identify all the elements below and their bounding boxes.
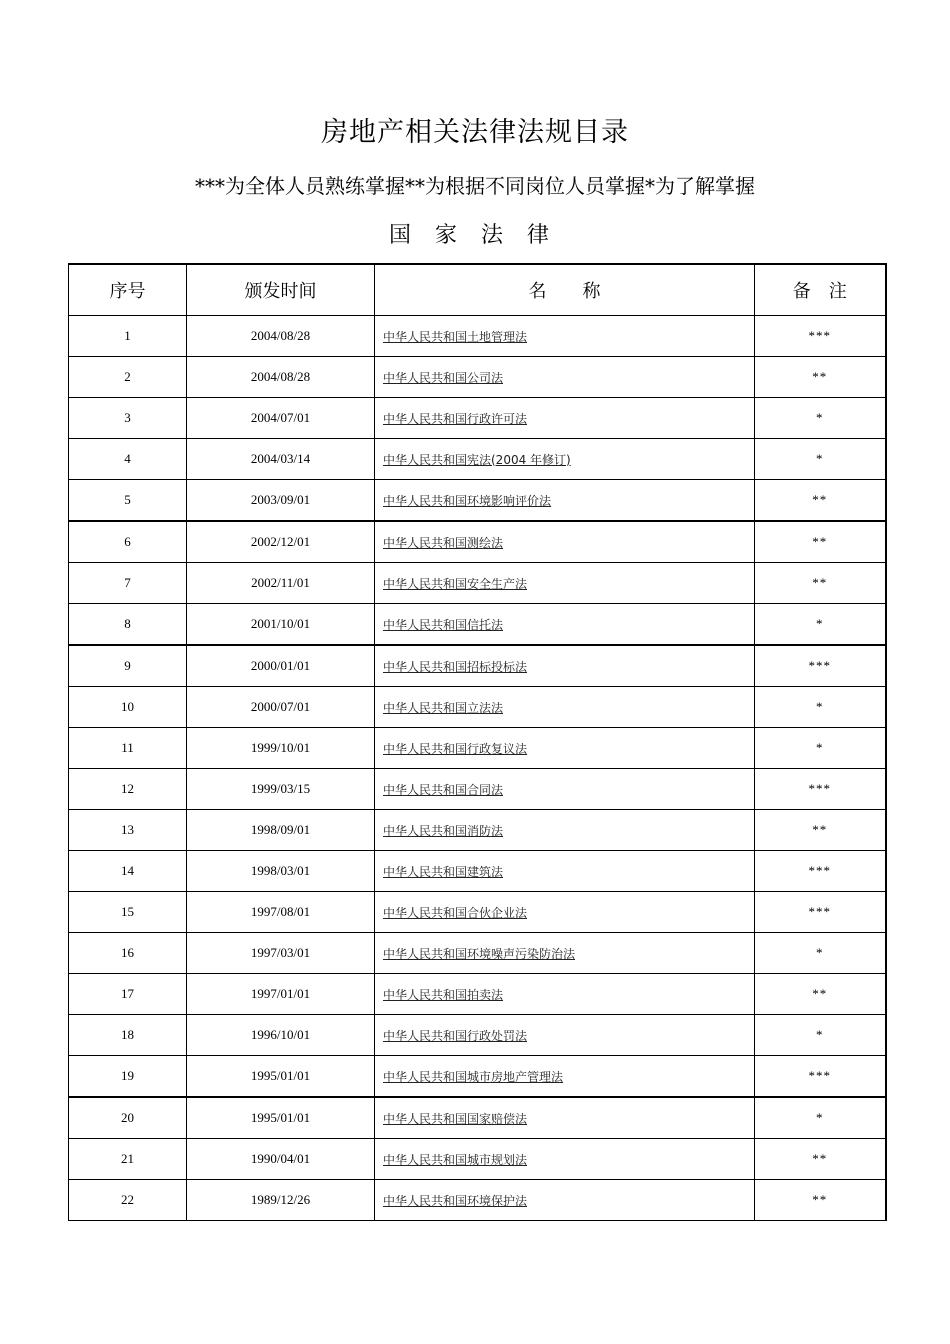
row-number: 18 [69,1015,187,1056]
row-number: 10 [69,687,187,728]
table-body [69,316,886,1221]
section-heading: 国家法律 [388,223,573,248]
row-date: 1999/03/15 [187,769,375,810]
row-date: 1998/09/01 [187,810,375,851]
row-name-cell [375,728,755,769]
row-note: * [755,1097,886,1139]
row-date: 1996/10/01 [187,1015,375,1056]
table-row [69,892,886,933]
law-link[interactable]: 中华人民共和国环境噪声污染防治法 [383,946,576,961]
table-row [69,480,886,522]
row-number: 9 [69,645,187,687]
law-link[interactable]: 中华人民共和国消防法 [383,823,504,838]
table-row [69,1097,886,1139]
row-note: *** [755,1056,886,1098]
row-date: 2003/09/01 [187,480,375,522]
header-note: 备 注 [755,264,886,316]
header-name: 名 称 [375,264,755,316]
laws-table [68,263,887,1221]
law-link[interactable]: 中华人民共和国环境保护法 [383,1193,528,1208]
row-note: *** [755,769,886,810]
row-date: 1997/03/01 [187,933,375,974]
row-note: *** [755,316,886,357]
law-link[interactable]: 中华人民共和国信托法 [383,617,504,632]
row-name-cell [375,439,755,480]
row-date: 2004/08/28 [187,316,375,357]
row-note: ** [755,1180,886,1221]
header-date: 颁发时间 [187,264,375,316]
law-link[interactable]: 中华人民共和国城市房地产管理法 [383,1069,564,1084]
row-date: 1990/04/01 [187,1139,375,1180]
table-row [69,810,886,851]
law-link[interactable]: 中华人民共和国环境影响评价法 [383,493,552,508]
row-date: 2000/07/01 [187,687,375,728]
table-row [69,398,886,439]
table-row [69,974,886,1015]
row-name-cell [375,645,755,687]
law-link[interactable]: 中华人民共和国合伙企业法 [383,905,528,920]
row-name-cell [375,521,755,563]
row-number: 21 [69,1139,187,1180]
table-header-row [69,264,886,316]
table-row [69,316,886,357]
row-number: 14 [69,851,187,892]
law-link[interactable]: 中华人民共和国建筑法 [383,864,504,879]
table-row [69,687,886,728]
header-number: 序号 [69,264,187,316]
table-row [69,1015,886,1056]
row-name-cell [375,1097,755,1139]
row-date: 1995/01/01 [187,1097,375,1139]
law-link[interactable]: 中华人民共和国招标投标法 [383,659,528,674]
row-note: * [755,728,886,769]
row-date: 1998/03/01 [187,851,375,892]
row-number: 17 [69,974,187,1015]
law-link[interactable]: 中华人民共和国拍卖法 [383,987,504,1002]
row-note: * [755,687,886,728]
row-note: *** [755,892,886,933]
row-number: 13 [69,810,187,851]
table-row [69,521,886,563]
row-date: 2002/11/01 [187,563,375,604]
row-note: ** [755,480,886,522]
law-link[interactable]: 中华人民共和国城市规划法 [383,1152,528,1167]
row-note: ** [755,974,886,1015]
row-note: * [755,398,886,439]
row-name-cell [375,687,755,728]
row-number: 20 [69,1097,187,1139]
law-link[interactable]: 中华人民共和国宪法(2004 年修订) [383,452,571,467]
table-row [69,439,886,480]
table-row [69,563,886,604]
row-name-cell [375,769,755,810]
row-name-cell [375,851,755,892]
table-row [69,357,886,398]
row-number: 11 [69,728,187,769]
row-date: 1995/01/01 [187,1056,375,1098]
row-number: 12 [69,769,187,810]
row-number: 4 [69,439,187,480]
row-date: 1989/12/26 [187,1180,375,1221]
table-row [69,1056,886,1098]
legend-text: ***为全体人员熟练掌握**为根据不同岗位人员掌握*为了解掌握 [195,174,755,198]
row-note: *** [755,851,886,892]
row-note: ** [755,810,886,851]
row-name-cell [375,398,755,439]
law-link[interactable]: 中华人民共和国立法法 [383,700,504,715]
law-link[interactable]: 中华人民共和国行政许可法 [383,411,528,426]
row-number: 8 [69,604,187,646]
row-name-cell [375,357,755,398]
row-number: 5 [69,480,187,522]
law-link[interactable]: 中华人民共和国合同法 [383,782,504,797]
table-row [69,645,886,687]
row-date: 1997/01/01 [187,974,375,1015]
row-name-cell [375,1139,755,1180]
row-note: ** [755,1139,886,1180]
row-name-cell [375,810,755,851]
table-row [69,851,886,892]
law-link[interactable]: 中华人民共和国国家赔偿法 [383,1111,528,1126]
row-date: 1997/08/01 [187,892,375,933]
row-note: * [755,1015,886,1056]
row-date: 2004/03/14 [187,439,375,480]
law-link[interactable]: 中华人民共和国公司法 [383,370,504,385]
row-name-cell [375,892,755,933]
row-note: ** [755,521,886,563]
row-name-cell [375,480,755,522]
row-number: 19 [69,1056,187,1098]
row-name-cell [375,1015,755,1056]
law-link[interactable]: 中华人民共和国土地管理法 [383,329,528,344]
row-name-cell [375,974,755,1015]
row-name-cell [375,1056,755,1098]
table-row [69,1139,886,1180]
page-title: 房地产相关法律法规目录 [321,117,629,148]
row-number: 16 [69,933,187,974]
table-row [69,604,886,646]
row-name-cell [375,933,755,974]
row-date: 2002/12/01 [187,521,375,563]
row-note: * [755,604,886,646]
row-number: 3 [69,398,187,439]
row-note: ** [755,357,886,398]
law-link[interactable]: 中华人民共和国行政处罚法 [383,1028,528,1043]
law-link[interactable]: 中华人民共和国测绘法 [383,535,504,550]
row-number: 6 [69,521,187,563]
row-date: 2000/01/01 [187,645,375,687]
law-link[interactable]: 中华人民共和国行政复议法 [383,741,528,756]
row-date: 2004/07/01 [187,398,375,439]
table-row [69,1180,886,1221]
row-name-cell [375,316,755,357]
row-number: 22 [69,1180,187,1221]
row-date: 2004/08/28 [187,357,375,398]
row-date: 1999/10/01 [187,728,375,769]
row-date: 2001/10/01 [187,604,375,646]
table-row [69,728,886,769]
row-name-cell [375,1180,755,1221]
law-link[interactable]: 中华人民共和国安全生产法 [383,576,528,591]
row-number: 15 [69,892,187,933]
row-note: * [755,933,886,974]
row-number: 7 [69,563,187,604]
table-row [69,933,886,974]
row-number: 2 [69,357,187,398]
table-row [69,769,886,810]
row-name-cell [375,563,755,604]
row-number: 1 [69,316,187,357]
row-note: * [755,439,886,480]
row-note: *** [755,645,886,687]
row-name-cell [375,604,755,646]
row-note: ** [755,563,886,604]
